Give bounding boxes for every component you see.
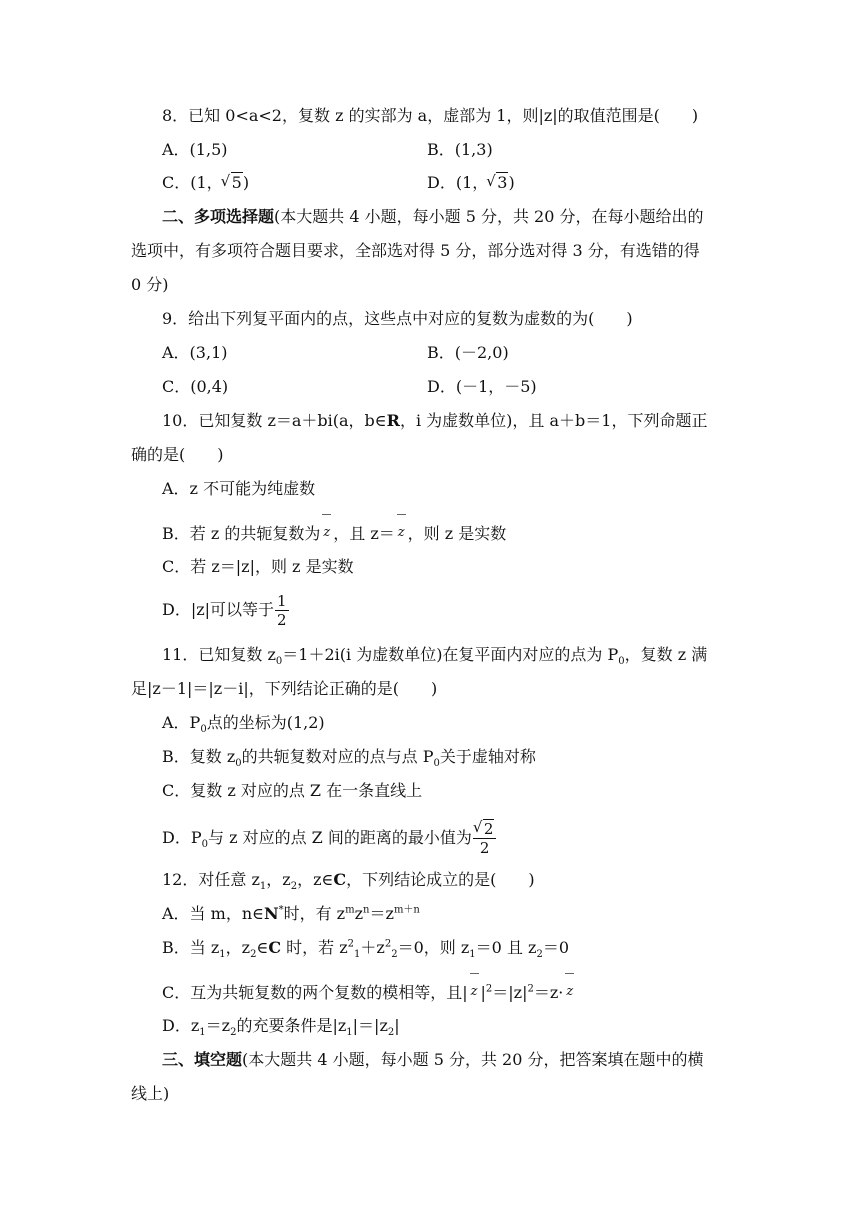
question-8-option-a: A．(1,5) <box>162 140 228 159</box>
option-text: ＝z <box>205 1016 231 1035</box>
subscript: 0 <box>618 656 625 668</box>
natural-set-symbol: N <box>263 904 279 923</box>
option-text: A．当 m，n∈ <box>162 904 264 923</box>
conjugate-z: z <box>563 981 576 1003</box>
option-text: 的共轭复数对应的点与点 P <box>241 747 434 766</box>
option-text: 点的坐标为(1,2) <box>206 713 325 732</box>
question-9-option-b: B．(－2,0) <box>427 343 509 362</box>
subscript: 0 <box>235 758 242 770</box>
question-10-option-b <box>162 522 506 545</box>
stem-part: 10．已知复数 z＝a＋bi(a，b∈ <box>162 411 387 430</box>
subscript: 2 <box>230 1027 237 1039</box>
question-9-option-a: A．(3,1) <box>162 343 228 362</box>
option-text: D．|z|可以等于 <box>162 600 275 619</box>
option-d-suffix: ) <box>508 173 515 192</box>
complex-set-symbol: C <box>333 870 347 889</box>
option-c-prefix: C．(1， <box>162 173 223 192</box>
subscript: 0 <box>200 724 207 736</box>
question-11-stem-2: 足|z－1|＝|z－i|，下列结论正确的是( ) <box>131 679 438 698</box>
option-text: ，且 z＝ <box>333 524 395 543</box>
superscript: 2 <box>527 983 534 995</box>
superscript: m＋n <box>393 904 420 916</box>
option-text: ＝z <box>369 904 394 923</box>
numerator <box>473 820 497 839</box>
conjugate-z: z <box>395 522 408 544</box>
sqrt-5 <box>223 172 243 194</box>
question-8-option-d <box>427 172 515 194</box>
option-text: D．P <box>162 828 202 847</box>
option-text: ＝|z| <box>492 983 528 1002</box>
conjugate-z: z <box>468 981 481 1003</box>
option-text: ＝0，则 z <box>397 938 470 957</box>
sqrt-2 <box>475 820 495 838</box>
radicand: 3 <box>497 173 508 192</box>
section-3-desc-2: 线上) <box>131 1084 170 1103</box>
subscript: 1 <box>354 949 361 961</box>
option-text: z <box>354 904 364 923</box>
subscript: 2 <box>536 949 543 961</box>
subscript: 2 <box>250 949 257 961</box>
option-text: D．z <box>162 1016 200 1035</box>
superscript: 2 <box>485 983 493 995</box>
section-2-title: 二、多项选择题 <box>162 207 275 226</box>
conjugate-z: z <box>320 522 333 544</box>
question-10-option-c: C．若 z＝|z|，则 z 是实数 <box>162 557 354 576</box>
section-3-header <box>162 1049 704 1071</box>
question-11-option-d <box>162 820 497 857</box>
option-text: B．当 z <box>162 938 220 957</box>
question-12-option-c <box>162 981 576 1004</box>
question-12-option-a <box>162 903 420 925</box>
question-9-option-d: D．(－1，－5) <box>427 377 537 396</box>
complex-set-symbol: C <box>268 938 282 957</box>
numerator: 1 <box>277 592 287 610</box>
option-text: ＋z <box>360 938 385 957</box>
option-text: 与 z 对应的点 Z 间的距离的最小值为 <box>207 828 472 847</box>
question-11-option-a <box>162 712 325 734</box>
stem-part: 11．已知复数 z <box>162 645 276 664</box>
option-text: ∈ <box>256 938 269 957</box>
superscript: 2 <box>384 938 392 950</box>
superscript: n <box>363 904 370 916</box>
superscript: * <box>278 904 284 916</box>
section-2-header <box>162 206 704 228</box>
option-text: 时，有 z <box>283 904 346 923</box>
stem-part: 12．对任意 z <box>162 870 260 889</box>
radicand: 2 <box>483 820 494 838</box>
question-12-stem <box>162 869 535 891</box>
subscript: 2 <box>290 881 298 893</box>
option-text: ＝z· <box>533 983 564 1002</box>
fraction-sqrt2-over-2 <box>473 820 497 857</box>
stem-part: ，z <box>266 870 291 889</box>
question-12-option-b <box>162 937 569 959</box>
question-10-option-a: A．z 不可能为纯虚数 <box>162 479 316 498</box>
option-text: B．若 z 的共轭复数为 <box>162 524 321 543</box>
option-text: ＝0 <box>542 938 570 957</box>
question-10-stem <box>162 410 707 432</box>
sqrt-3 <box>488 172 508 194</box>
subscript: 1 <box>219 949 226 961</box>
question-12-option-d <box>162 1015 400 1037</box>
option-text: |＝|z <box>352 1016 388 1035</box>
question-10-option-d <box>162 592 290 629</box>
section-3-desc-1: (本大题共 4 小题，每小题 5 分，共 20 分，把答案填在题中的横 <box>242 1050 704 1069</box>
stem-part: ，复数 z 满 <box>624 645 708 664</box>
option-text: 时，若 z <box>281 938 348 957</box>
stem-part: ，z∈ <box>297 870 334 889</box>
radicand: 5 <box>231 173 242 192</box>
option-text: | <box>394 1016 400 1035</box>
subscript: 1 <box>259 881 267 893</box>
question-9-option-c: C．(0,4) <box>162 377 229 396</box>
question-9-stem: 9．给出下列复平面内的点，这些点中对应的复数为虚数的为( ) <box>162 309 633 328</box>
question-8-option-c <box>162 172 249 194</box>
section-3-title: 三、填空题 <box>162 1050 243 1069</box>
fraction-one-half <box>275 592 289 629</box>
option-d-prefix: D．(1， <box>427 173 489 192</box>
question-11-stem <box>162 644 707 666</box>
question-8-stem: 8．已知 0<a<2，复数 z 的实部为 a，虚部为 1，则|z|的取值范围是( ) <box>162 106 699 125</box>
subscript: 1 <box>469 949 476 961</box>
option-c-suffix: ) <box>242 173 250 192</box>
subscript: 2 <box>391 949 398 961</box>
denominator: 2 <box>479 839 490 857</box>
subscript: 0 <box>201 839 208 851</box>
question-11-option-c: C．复数 z 对应的点 Z 在一条直线上 <box>162 781 423 800</box>
option-text: | <box>480 983 486 1002</box>
subscript: 1 <box>346 1027 353 1039</box>
subscript: 0 <box>433 758 440 770</box>
subscript: 0 <box>275 656 283 668</box>
superscript: m <box>345 904 355 916</box>
option-text: B．复数 z <box>162 747 236 766</box>
section-2-desc-3: 0 分) <box>131 275 169 294</box>
stem-part: ，i 为虚数单位)，且 a＋b＝1，下列命题正 <box>399 411 708 430</box>
option-text: ，z <box>225 938 251 957</box>
option-text: A．P <box>162 713 201 732</box>
stem-part: ＝1＋2i(i 为虚数单位)在复平面内对应的点为 P <box>282 645 619 664</box>
question-8-option-b: B．(1,3) <box>427 140 493 159</box>
subscript: 2 <box>387 1027 395 1039</box>
option-text: 关于虚轴对称 <box>439 747 536 766</box>
option-text: ＝0 且 z <box>475 938 537 957</box>
real-set-symbol: R <box>386 411 400 430</box>
question-10-stem-2: 确的是( ) <box>131 445 224 464</box>
subscript: 1 <box>199 1027 206 1039</box>
denominator: 2 <box>277 611 287 629</box>
option-text: ，则 z 是实数 <box>407 524 507 543</box>
option-text: C．互为共轭复数的两个复数的模相等，且| <box>162 983 468 1002</box>
option-text: 的充要条件是|z <box>236 1016 347 1035</box>
superscript: 2 <box>347 938 355 950</box>
section-2-desc-1: (本大题共 4 小题，每小题 5 分，共 20 分，在每小题给出的 <box>274 207 704 226</box>
stem-part: ，下列结论成立的是( ) <box>346 870 535 889</box>
section-2-desc-2: 选项中，有多项符合题目要求，全部选对得 5 分，部分选对得 3 分，有选错的得 <box>131 241 700 260</box>
question-11-option-b <box>162 746 536 768</box>
